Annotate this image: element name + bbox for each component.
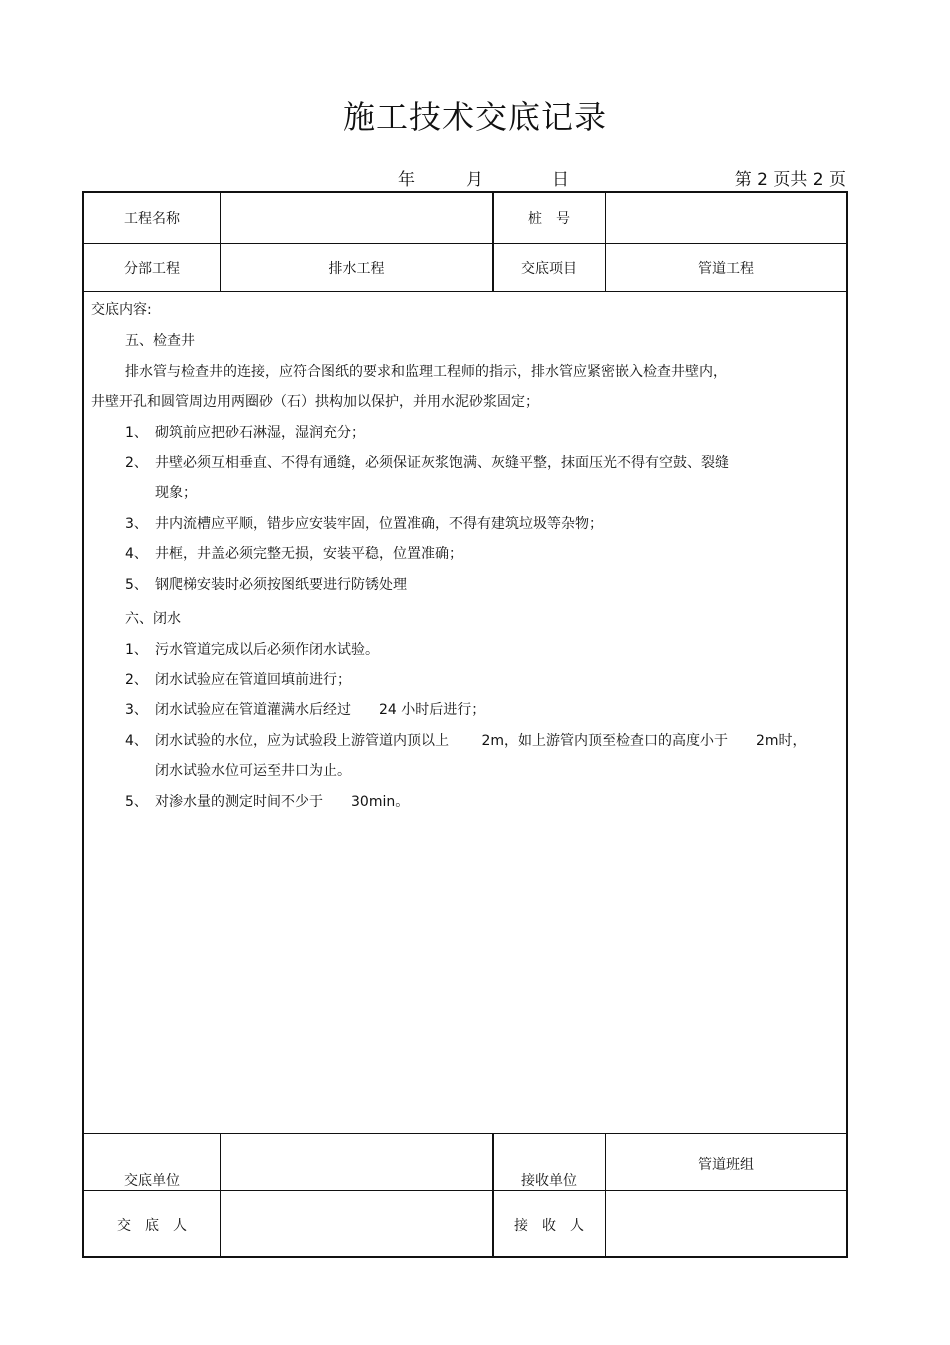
project-name-label: 工程名称	[124, 211, 180, 227]
list-item-number: 3、	[125, 516, 148, 532]
page-number: 第 2 页共 2 页	[734, 170, 846, 190]
date-month: 月	[466, 170, 483, 190]
list-item-text: 闭水试验应在管道回填前进行；	[155, 672, 351, 688]
list-item-continuation: 现象；	[155, 485, 197, 501]
list-item-text: 污水管道完成以后必须作闭水试验。	[155, 642, 379, 658]
list-item	[125, 574, 407, 594]
station-label: 桩 号	[528, 211, 570, 227]
briefer-value	[221, 1191, 492, 1258]
list-item	[125, 699, 485, 719]
receiver-value	[606, 1191, 846, 1258]
list-item-text: 闭水试验应在管道灌满水后经过 24 小时后进行；	[155, 702, 486, 718]
section-heading-inspection-well: 五、检查井	[125, 333, 195, 349]
list-item	[125, 730, 807, 750]
date-year: 年	[398, 170, 415, 190]
section-heading-closed-water: 六、闭水	[125, 611, 181, 627]
sub-project-value: 排水工程	[328, 260, 385, 277]
intro-paragraph-line: 井壁开孔和圆管周边用两圈砂（石）拱构加以保护，并用水泥砂浆固定；	[91, 394, 539, 410]
list-item-text: 井壁必须互相垂直、不得有通缝，必须保证灰浆饱满、灰缝平整，抹面压光不得有空鼓、裂缝	[155, 455, 729, 471]
list-item-continuation: 闭水试验水位可运至井口为止。	[155, 763, 351, 779]
briefing-item-label: 交底项目	[521, 260, 577, 277]
sub-project-label: 分部工程	[124, 260, 180, 277]
briefing-unit-value	[221, 1134, 492, 1190]
list-item	[125, 669, 351, 689]
list-item-text: 井内流槽应平顺，错步应安装牢固，位置准确，不得有建筑垃圾等杂物；	[155, 516, 603, 532]
list-item-text: 砌筑前应把砂石淋湿，湿润充分；	[155, 425, 365, 441]
list-item-number: 1、	[125, 425, 148, 441]
list-item	[125, 791, 409, 811]
page-title: 施工技术交底记录	[342, 98, 607, 136]
briefer-label: 交 底 人	[117, 1217, 187, 1234]
row-divider	[84, 291, 846, 292]
briefing-item-value: 管道工程	[698, 260, 754, 277]
list-item	[125, 513, 603, 533]
list-item-number: 3、	[125, 702, 148, 718]
content-heading: 交底内容:	[91, 302, 152, 318]
project-name-value	[221, 193, 492, 243]
list-item-number: 2、	[125, 672, 148, 688]
list-item-number: 1、	[125, 642, 148, 658]
list-item-text: 对渗水量的测定时间不少于 30min。	[155, 794, 410, 810]
list-item	[125, 452, 729, 472]
list-item-text: 钢爬梯安装时必须按图纸要进行防锈处理	[155, 577, 407, 593]
record-table	[82, 191, 848, 1258]
list-item-number: 4、	[125, 733, 148, 749]
list-item	[125, 422, 365, 442]
intro-paragraph-line: 排水管与检查井的连接，应符合图纸的要求和监理工程师的指示，排水管应紧密嵌入检查井壁内，	[125, 364, 727, 380]
receiving-unit-value: 管道班组	[698, 1157, 754, 1173]
list-item-text: 闭水试验的水位，应为试验段上游管道内顶以上 2m，如上游管内顶至检查口的高度小于 2m时，	[155, 733, 807, 749]
list-item-number: 5、	[125, 794, 148, 810]
list-item	[125, 543, 463, 563]
list-item-number: 4、	[125, 546, 148, 562]
list-item	[125, 639, 379, 659]
receiving-unit-label: 接收单位	[521, 1173, 577, 1189]
receiver-label: 接 收 人	[514, 1217, 584, 1234]
list-item-number: 2、	[125, 455, 148, 471]
date-day: 日	[552, 170, 569, 190]
station-value	[606, 193, 846, 243]
list-item-text: 井框，井盖必须完整无损，安装平稳，位置准确；	[155, 546, 463, 562]
list-item-number: 5、	[125, 577, 148, 593]
briefing-unit-label: 交底单位	[124, 1173, 180, 1189]
